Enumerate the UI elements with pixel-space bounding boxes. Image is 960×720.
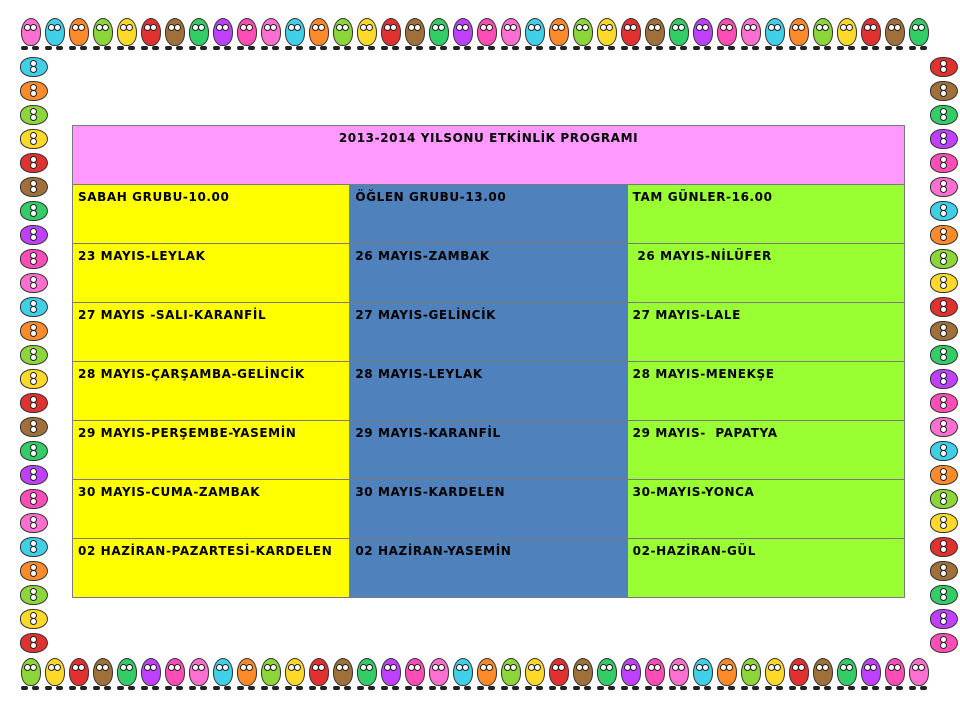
cartoon-egg-character-icon: [926, 174, 960, 198]
cell-text: 30 MAYIS-KARDELEN: [355, 485, 506, 499]
table-cell: [350, 480, 627, 539]
cartoon-egg-character-icon: [16, 78, 52, 102]
cell-text: 27 MAYIS-LALE: [632, 308, 741, 322]
cell-text: 27 MAYIS -SALI-KARANFİL: [78, 308, 267, 322]
cartoon-egg-character-icon: [282, 656, 306, 692]
decorative-border-left: [16, 54, 52, 654]
cartoon-egg-character-icon: [16, 342, 52, 366]
table-cell: [73, 421, 350, 480]
cartoon-egg-character-icon: [926, 390, 960, 414]
cartoon-egg-character-icon: [926, 462, 960, 486]
cartoon-egg-character-icon: [642, 656, 666, 692]
cartoon-egg-character-icon: [618, 656, 642, 692]
cartoon-egg-character-icon: [594, 16, 618, 52]
cartoon-egg-character-icon: [330, 656, 354, 692]
cartoon-egg-character-icon: [926, 342, 960, 366]
header-cell: [73, 185, 350, 244]
cartoon-egg-character-icon: [42, 656, 66, 692]
cartoon-egg-character-icon: [16, 54, 52, 78]
decorative-border-right: [926, 54, 960, 654]
cartoon-egg-character-icon: [834, 16, 858, 52]
cartoon-egg-character-icon: [16, 534, 52, 558]
table-cell: [350, 421, 627, 480]
cartoon-egg-character-icon: [16, 198, 52, 222]
cartoon-egg-character-icon: [570, 656, 594, 692]
table-cell: [350, 303, 627, 362]
header-full-day-group: TAM GÜNLER-16.00: [632, 190, 773, 204]
cartoon-egg-character-icon: [402, 16, 426, 52]
table-row: [73, 421, 905, 480]
table-cell: [73, 480, 350, 539]
cartoon-egg-character-icon: [546, 656, 570, 692]
decorative-border-bottom: [18, 656, 930, 692]
cartoon-egg-character-icon: [522, 656, 546, 692]
header-noon-group: ÖĞLEN GRUBU-13.00: [355, 190, 507, 204]
cartoon-egg-character-icon: [738, 656, 762, 692]
cartoon-egg-character-icon: [426, 656, 450, 692]
cartoon-egg-character-icon: [786, 16, 810, 52]
program-title-text: 2013-2014 YILSONU ETKİNLİK PROGRAMI: [338, 131, 639, 145]
cartoon-egg-character-icon: [306, 16, 330, 52]
cartoon-egg-character-icon: [926, 414, 960, 438]
cartoon-egg-character-icon: [926, 366, 960, 390]
cartoon-egg-character-icon: [114, 656, 138, 692]
cartoon-egg-character-icon: [16, 294, 52, 318]
cartoon-egg-character-icon: [926, 558, 960, 582]
cartoon-egg-character-icon: [16, 606, 52, 630]
cartoon-egg-character-icon: [16, 174, 52, 198]
cartoon-egg-character-icon: [522, 16, 546, 52]
header-row: [73, 185, 905, 244]
cartoon-egg-character-icon: [16, 150, 52, 174]
cartoon-egg-character-icon: [378, 16, 402, 52]
cartoon-egg-character-icon: [810, 656, 834, 692]
cartoon-egg-character-icon: [16, 438, 52, 462]
cartoon-egg-character-icon: [498, 656, 522, 692]
cartoon-egg-character-icon: [926, 318, 960, 342]
cartoon-egg-character-icon: [66, 16, 90, 52]
cartoon-egg-character-icon: [926, 510, 960, 534]
cartoon-egg-character-icon: [162, 16, 186, 52]
cartoon-egg-character-icon: [690, 16, 714, 52]
cartoon-egg-character-icon: [666, 16, 690, 52]
cartoon-egg-character-icon: [258, 16, 282, 52]
cartoon-egg-character-icon: [834, 656, 858, 692]
table-cell: [627, 539, 904, 598]
table-cell: [350, 539, 627, 598]
cartoon-egg-character-icon: [42, 16, 66, 52]
cell-text: 30 MAYIS-CUMA-ZAMBAK: [78, 485, 261, 499]
cartoon-egg-character-icon: [354, 16, 378, 52]
cartoon-egg-character-icon: [926, 486, 960, 510]
cartoon-egg-character-icon: [210, 656, 234, 692]
cartoon-egg-character-icon: [16, 558, 52, 582]
cartoon-egg-character-icon: [258, 656, 282, 692]
cartoon-egg-character-icon: [858, 16, 882, 52]
cell-text: 29 MAYIS-KARANFİL: [355, 426, 501, 440]
cell-text: 02 HAZİRAN-PAZARTESİ-KARDELEN: [78, 544, 333, 558]
cell-text: 27 MAYIS-GELİNCİK: [355, 308, 497, 322]
table-cell: [73, 362, 350, 421]
table-cell: [627, 421, 904, 480]
cartoon-egg-character-icon: [234, 16, 258, 52]
cell-text: 30-MAYIS-YONCA: [632, 485, 755, 499]
decorative-border-top: [18, 16, 930, 52]
cartoon-egg-character-icon: [882, 656, 906, 692]
cartoon-egg-character-icon: [162, 656, 186, 692]
cartoon-egg-character-icon: [714, 16, 738, 52]
cartoon-egg-character-icon: [642, 16, 666, 52]
cartoon-egg-character-icon: [882, 16, 906, 52]
table-cell: [73, 539, 350, 598]
cartoon-egg-character-icon: [16, 414, 52, 438]
cell-text: 02 HAZİRAN-YASEMİN: [355, 544, 512, 558]
cartoon-egg-character-icon: [926, 582, 960, 606]
cartoon-egg-character-icon: [906, 16, 930, 52]
cartoon-egg-character-icon: [16, 318, 52, 342]
cartoon-egg-character-icon: [114, 16, 138, 52]
cartoon-egg-character-icon: [926, 534, 960, 558]
cartoon-egg-character-icon: [16, 510, 52, 534]
cartoon-egg-character-icon: [306, 656, 330, 692]
cartoon-egg-character-icon: [926, 222, 960, 246]
table-row: [73, 362, 905, 421]
cartoon-egg-character-icon: [690, 656, 714, 692]
cell-text: 29 MAYIS-PERŞEMBE-YASEMİN: [78, 426, 297, 440]
cartoon-egg-character-icon: [618, 16, 642, 52]
table-cell: [73, 244, 350, 303]
table-row: [73, 244, 905, 303]
cartoon-egg-character-icon: [926, 270, 960, 294]
table-row: [73, 539, 905, 598]
cartoon-egg-character-icon: [16, 582, 52, 606]
cell-text: 28 MAYIS-LEYLAK: [355, 367, 483, 381]
cartoon-egg-character-icon: [16, 102, 52, 126]
cartoon-egg-character-icon: [926, 606, 960, 630]
cartoon-egg-character-icon: [16, 222, 52, 246]
cartoon-egg-character-icon: [786, 656, 810, 692]
cartoon-egg-character-icon: [546, 16, 570, 52]
cartoon-egg-character-icon: [282, 16, 306, 52]
program-table: [72, 125, 905, 598]
table-cell: [350, 362, 627, 421]
cartoon-egg-character-icon: [926, 78, 960, 102]
cartoon-egg-character-icon: [16, 462, 52, 486]
cartoon-egg-character-icon: [858, 656, 882, 692]
cartoon-egg-character-icon: [90, 16, 114, 52]
cell-text: 29 MAYIS- PAPATYA: [632, 426, 778, 440]
cartoon-egg-character-icon: [16, 270, 52, 294]
cartoon-egg-character-icon: [474, 656, 498, 692]
cartoon-egg-character-icon: [926, 246, 960, 270]
cartoon-egg-character-icon: [738, 16, 762, 52]
cartoon-egg-character-icon: [810, 16, 834, 52]
header-cell: [627, 185, 904, 244]
cartoon-egg-character-icon: [330, 16, 354, 52]
cartoon-egg-character-icon: [16, 366, 52, 390]
table-row: [73, 480, 905, 539]
program-title: [73, 126, 905, 185]
cartoon-egg-character-icon: [186, 656, 210, 692]
cartoon-egg-character-icon: [210, 16, 234, 52]
cartoon-egg-character-icon: [138, 16, 162, 52]
table-cell: [627, 362, 904, 421]
cartoon-egg-character-icon: [90, 656, 114, 692]
cartoon-egg-character-icon: [474, 16, 498, 52]
cartoon-egg-character-icon: [16, 246, 52, 270]
cell-text: 02-HAZİRAN-GÜL: [632, 544, 757, 558]
cartoon-egg-character-icon: [138, 656, 162, 692]
cartoon-egg-character-icon: [666, 656, 690, 692]
cartoon-egg-character-icon: [402, 656, 426, 692]
cell-text: 23 MAYIS-LEYLAK: [78, 249, 206, 263]
cartoon-egg-character-icon: [926, 198, 960, 222]
table-cell: [350, 244, 627, 303]
cell-text: 26 MAYIS-NİLÜFER: [632, 249, 772, 263]
cartoon-egg-character-icon: [926, 126, 960, 150]
header-morning-group: SABAH GRUBU-10.00: [78, 190, 230, 204]
title-row: [73, 126, 905, 185]
table-cell: [627, 480, 904, 539]
cartoon-egg-character-icon: [426, 16, 450, 52]
cartoon-egg-character-icon: [18, 16, 42, 52]
cartoon-egg-character-icon: [714, 656, 738, 692]
cartoon-egg-character-icon: [450, 16, 474, 52]
cartoon-egg-character-icon: [594, 656, 618, 692]
cartoon-egg-character-icon: [498, 16, 522, 52]
cartoon-egg-character-icon: [926, 438, 960, 462]
cartoon-egg-character-icon: [354, 656, 378, 692]
cartoon-egg-character-icon: [926, 630, 960, 654]
cartoon-egg-character-icon: [18, 656, 42, 692]
table-cell: [627, 244, 904, 303]
table-row: [73, 303, 905, 362]
cartoon-egg-character-icon: [762, 656, 786, 692]
cartoon-egg-character-icon: [926, 294, 960, 318]
table-cell: [627, 303, 904, 362]
cartoon-egg-character-icon: [762, 16, 786, 52]
cartoon-egg-character-icon: [926, 102, 960, 126]
cartoon-egg-character-icon: [16, 126, 52, 150]
cartoon-egg-character-icon: [378, 656, 402, 692]
cartoon-egg-character-icon: [906, 656, 930, 692]
cartoon-egg-character-icon: [16, 390, 52, 414]
cartoon-egg-character-icon: [926, 150, 960, 174]
table-cell: [73, 303, 350, 362]
cartoon-egg-character-icon: [66, 656, 90, 692]
cartoon-egg-character-icon: [234, 656, 258, 692]
cartoon-egg-character-icon: [16, 486, 52, 510]
cell-text: 26 MAYIS-ZAMBAK: [355, 249, 490, 263]
cartoon-egg-character-icon: [186, 16, 210, 52]
cartoon-egg-character-icon: [450, 656, 474, 692]
cell-text: 28 MAYIS-MENEKŞE: [632, 367, 775, 381]
header-cell: [350, 185, 627, 244]
cartoon-egg-character-icon: [570, 16, 594, 52]
cell-text: 28 MAYIS-ÇARŞAMBA-GELİNCİK: [78, 367, 305, 381]
cartoon-egg-character-icon: [16, 630, 52, 654]
cartoon-egg-character-icon: [926, 54, 960, 78]
